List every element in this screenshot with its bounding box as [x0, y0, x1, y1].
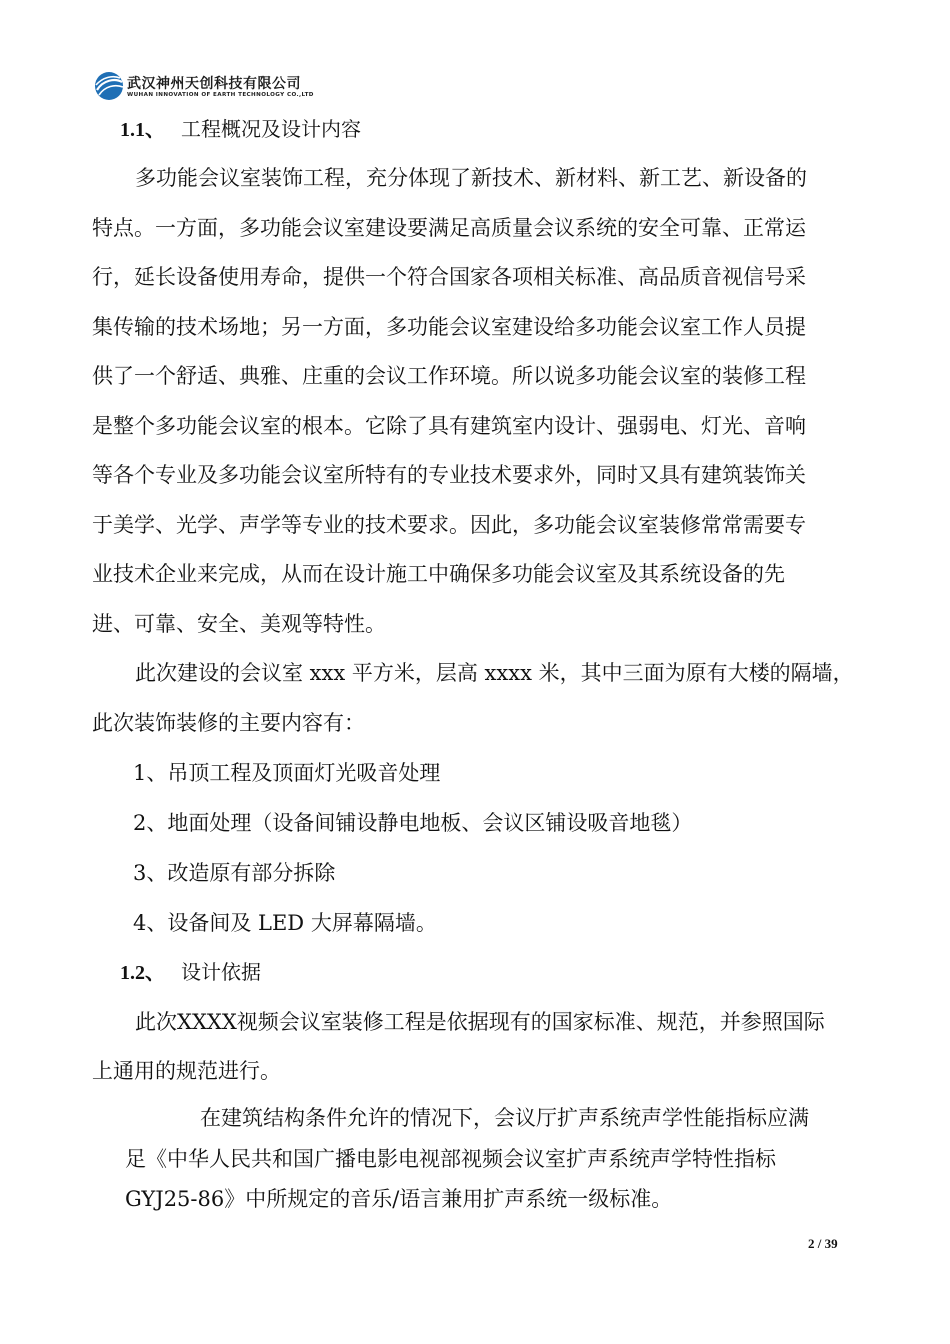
- page-number: 2 / 39: [808, 1236, 838, 1251]
- paragraph-line: 是整个多功能会议室的根本。它除了具有建筑室内设计、强弱电、灯光、音响: [92, 414, 806, 438]
- paragraph-line: 业技术企业来完成，从而在设计施工中确保多功能会议室及其系统设备的先: [92, 562, 785, 586]
- list-item: 3、改造原有部分拆除: [133, 861, 336, 885]
- paragraph-line: 足《中华人民共和国广播电影电视部视频会议室扩声系统声学特性指标: [125, 1147, 776, 1171]
- paragraph-line: 集传输的技术场地；另一方面，多功能会议室建设给多功能会议室工作人员提: [92, 315, 806, 339]
- section-title: 设计依据: [181, 960, 261, 984]
- section-number: 1.1、: [120, 119, 165, 141]
- paragraph-line: 此次装饰装修的主要内容有：: [92, 711, 365, 735]
- list-item: 1、吊顶工程及顶面灯光吸音处理: [133, 761, 441, 785]
- section-heading-1-1: [120, 116, 361, 143]
- paragraph-line: 在建筑结构条件允许的情况下，会议厅扩声系统声学性能指标应满: [200, 1106, 809, 1130]
- swirl-globe-logo-icon: [93, 70, 125, 102]
- list-item: 4、设备间及 LED 大屏幕隔墙。: [133, 911, 437, 935]
- paragraph-line: 此次建设的会议室 xxx 平方米，层高 xxxx 米，其中三面为原有大楼的隔墙，: [135, 661, 854, 685]
- company-header: [93, 70, 353, 108]
- paragraph-line: 进、可靠、安全、美观等特性。: [92, 612, 386, 636]
- paragraph-line: 多功能会议室装饰工程，充分体现了新技术、新材料、新工艺、新设备的: [135, 166, 807, 190]
- paragraph-line: 上通用的规范进行。: [92, 1059, 281, 1083]
- paragraph-line: 行，延长设备使用寿命，提供一个符合国家各项相关标准、高品质音视信号采: [92, 265, 806, 289]
- paragraph-line: 于美学、光学、声学等专业的技术要求。因此，多功能会议室装修常常需要专: [92, 513, 806, 537]
- paragraph-line: GYJ25-86》中所规定的音乐/语言兼用扩声系统一级标准。: [125, 1187, 673, 1211]
- paragraph-line: 等各个专业及多功能会议室所特有的专业技术要求外，同时又具有建筑装饰关: [92, 463, 806, 487]
- list-item: 2、地面处理（设备间铺设静电地板、会议区铺设吸音地毯）: [133, 811, 693, 835]
- company-name-cn: 武汉神州天创科技有限公司: [127, 76, 301, 92]
- paragraph-line: 特点。一方面，多功能会议室建设要满足高质量会议系统的安全可靠、正常运: [92, 216, 806, 240]
- section-number: 1.2、: [120, 962, 165, 984]
- paragraph-line: 供了一个舒适、典雅、庄重的会议工作环境。所以说多功能会议室的装修工程: [92, 364, 806, 388]
- paragraph-line: 此次XXXX视频会议室装修工程是依据现有的国家标准、规范，并参照国际: [135, 1010, 825, 1034]
- section-heading-1-2: [120, 959, 261, 986]
- company-name-en: WUHAN INNOVATION OF EARTH TECHNOLOGY CO.,LTD: [127, 92, 314, 98]
- section-title: 工程概况及设计内容: [181, 117, 361, 141]
